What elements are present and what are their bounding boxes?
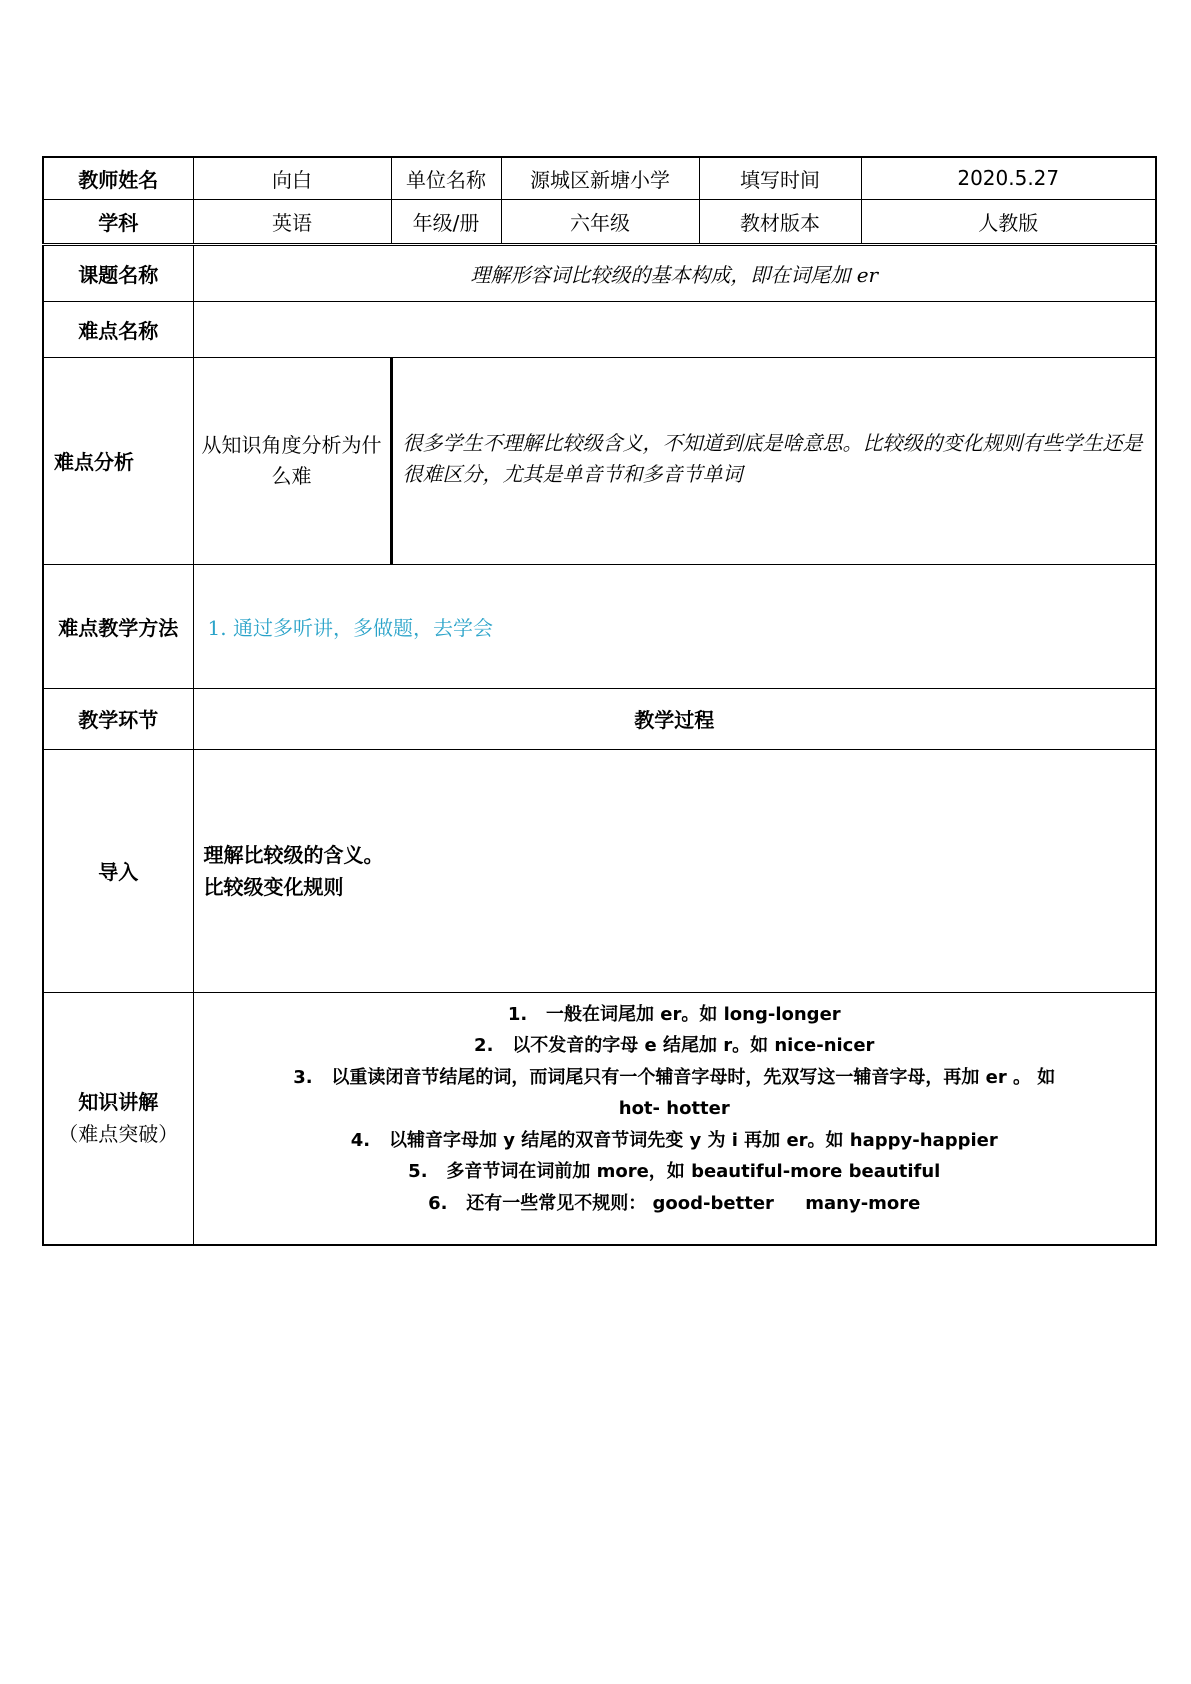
difficulty-value	[193, 301, 1156, 357]
teacher-name-label: 教师姓名	[43, 157, 193, 199]
intro-label: 导入	[43, 749, 193, 992]
process-header-row	[43, 688, 1156, 749]
edition-value: 人教版	[861, 199, 1156, 244]
knowledge-item-3-continued: hot- hotter	[618, 1098, 730, 1119]
knowledge-label-line-2: （难点突破）	[58, 1122, 179, 1147]
knowledge-item-4: 4. 以辅音字母加 y 结尾的双音节词先变 y 为 i 再加 er。如 happy-happier	[350, 1129, 998, 1151]
fill-time-value: 2020.5.27	[861, 157, 1156, 199]
knowledge-label	[43, 992, 193, 1245]
knowledge-item-3: 3. 以重读闭音节结尾的词，而词尾只有一个辅音字母时，先双写这一辅音字母，再加 er 。 如	[293, 1066, 1056, 1088]
subject-value: 英语	[193, 199, 391, 244]
grade-value: 六年级	[501, 199, 699, 244]
analysis-label: 难点分析	[43, 357, 193, 564]
intro-line-2: 比较级变化规则	[203, 874, 344, 899]
knowledge-label-line-1: 知识讲解	[78, 1090, 159, 1115]
process-step-label: 教学环节	[43, 688, 193, 749]
analysis-text: 很多学生不理解比较级含义，不知道到底是啥意思。比较级的变化规则有些学生还是很难区分，尤其是单音节和多音节单词	[391, 357, 1156, 564]
knowledge-row	[43, 992, 1156, 1245]
edition-label: 教材版本	[699, 199, 861, 244]
analysis-sub-label: 从知识角度分析为什么难	[193, 357, 391, 564]
knowledge-item-6: 6. 还有一些常见不规则： good-better many-more	[428, 1192, 921, 1214]
difficulty-label: 难点名称	[43, 301, 193, 357]
teacher-name-value: 向白	[193, 157, 391, 199]
unit-label: 单位名称	[391, 157, 501, 199]
process-label: 教学过程	[193, 688, 1156, 749]
lesson-plan-sheet	[42, 156, 1155, 1246]
header-row-2	[43, 199, 1156, 244]
unit-value: 源城区新塘小学	[501, 157, 699, 199]
knowledge-list	[193, 992, 1156, 1245]
fill-time-label: 填写时间	[699, 157, 861, 199]
topic-label: 课题名称	[43, 244, 193, 301]
difficulty-row	[43, 301, 1156, 357]
intro-row	[43, 749, 1156, 992]
method-label: 难点教学方法	[43, 564, 193, 688]
knowledge-item-2: 2. 以不发音的字母 e 结尾加 r。如 nice-nicer	[474, 1035, 875, 1056]
topic-row	[43, 244, 1156, 301]
knowledge-item-5: 5. 多音节词在词前加 more，如 beautiful-more beautiful	[408, 1161, 941, 1182]
grade-label: 年级/册	[391, 199, 501, 244]
method-text: 1. 通过多听讲，多做题，去学会	[193, 564, 1156, 688]
header-row-1	[43, 157, 1156, 199]
intro-content	[193, 749, 1156, 992]
subject-label: 学科	[43, 199, 193, 244]
topic-value: 理解形容词比较级的基本构成，即在词尾加 er	[193, 244, 1156, 301]
intro-line-1: 理解比较级的含义。	[203, 842, 384, 867]
analysis-row	[43, 357, 1156, 564]
lesson-plan-table	[42, 156, 1157, 1246]
method-row	[43, 564, 1156, 688]
knowledge-item-1: 1. 一般在词尾加 er。如 long-longer	[507, 1003, 841, 1025]
